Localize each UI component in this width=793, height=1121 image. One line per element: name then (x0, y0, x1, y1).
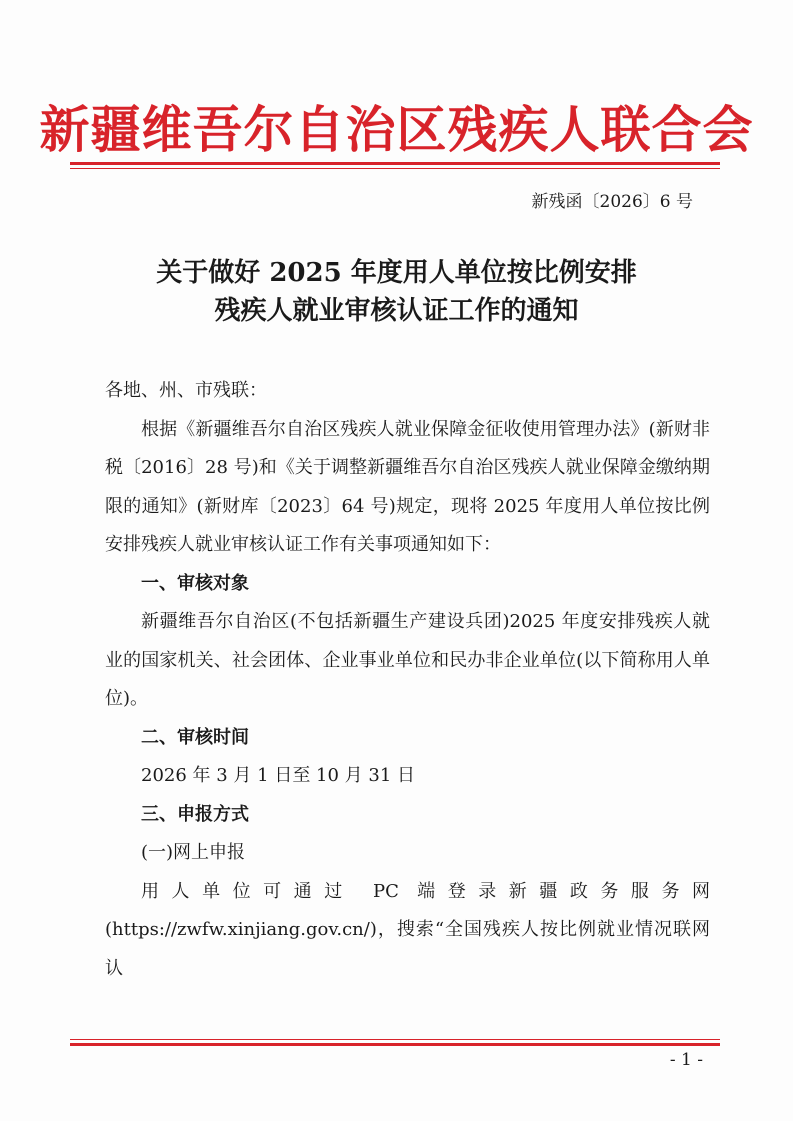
letterhead-rule-thick (70, 162, 720, 165)
section-1-heading: 一、审核对象 (141, 572, 249, 594)
salutation: 各地、州、市残联： (105, 380, 267, 401)
section-3-subheading-online: (一)网上申报 (141, 842, 246, 863)
intro-paragraph: 根据《新疆维吾尔自治区残疾人就业保障金征收使用管理办法》(新财非税〔2016〕28 号)和《关于调整新疆维吾尔自治区残疾人就业保障金缴纳期限的通知》(新财库〔2023〕64 号)规定，现将 2025 年度用人单位按比例安排残疾人就业审核认证工作有关事项通知如下： (105, 418, 710, 555)
document-title (0, 254, 793, 330)
document-title-line-1: 关于做好 2025 年度用人单位按比例安排 (156, 258, 637, 288)
letterhead-rule-thin (70, 168, 720, 169)
document-number: 新残函〔2026〕6 号 (531, 192, 693, 212)
section-3-online-text: 用人单位可通过 PC 端登录新疆政务服务网(https://zwfw.xinjiang.gov.cn/)，搜索“全国残疾人按比例就业情况联网认 (105, 880, 710, 979)
page-number: - 1 - (669, 1050, 703, 1070)
organization-letterhead: 新疆维吾尔自治区残疾人联合会 (39, 100, 754, 159)
section-2-text: 2026 年 3 月 1 日至 10 月 31 日 (141, 765, 416, 786)
section-1-text: 新疆维吾尔自治区(不包括新疆生产建设兵团)2025 年度安排残疾人就业的国家机关、社会团体、企业事业单位和民办非企业单位(以下简称用人单位)。 (105, 611, 710, 709)
section-2-heading: 二、审核时间 (141, 726, 249, 748)
footer-rule-thick (70, 1043, 720, 1046)
footer-rule-thin (70, 1039, 720, 1040)
section-3-heading: 三、申报方式 (141, 803, 249, 825)
document-title-line-2: 残疾人就业审核认证工作的通知 (214, 296, 579, 326)
document-body (105, 372, 710, 988)
